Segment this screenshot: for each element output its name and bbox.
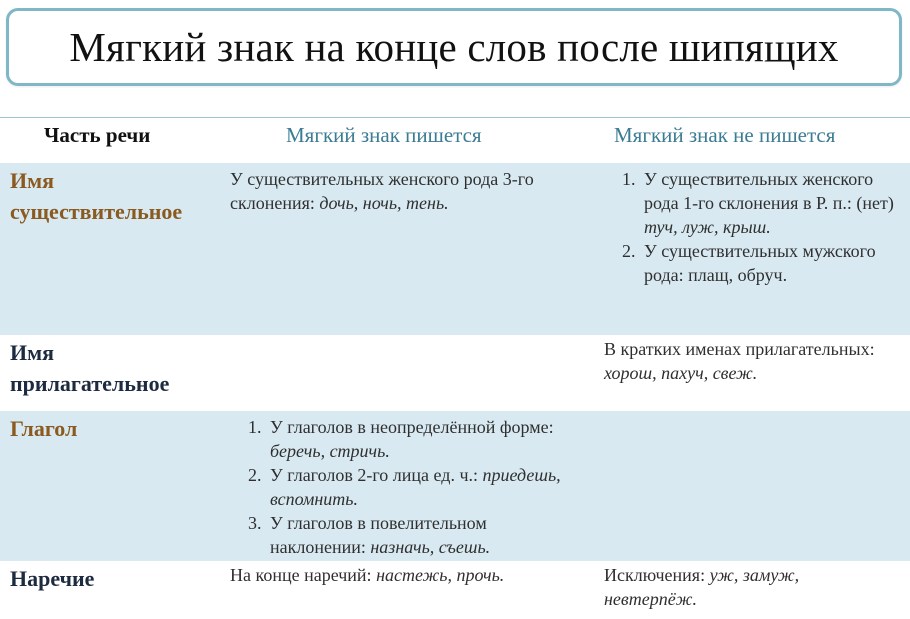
page-title: Мягкий знак на конце слов после шипящих	[69, 24, 839, 70]
header-soft-sign-not-written: Мягкий знак не пишется	[614, 123, 836, 147]
header-soft-sign-written: Мягкий знак пишется	[286, 123, 482, 147]
table-row-noun	[0, 163, 910, 335]
adverb-not-written-rule: Исключения: уж, замуж, невтерпёж.	[604, 565, 800, 609]
part-adjective: Имя прилагательное	[10, 340, 170, 396]
list-item: 1. У глаголов в неопределённой форме: беречь, стричь.	[248, 417, 554, 461]
title-box	[6, 8, 902, 86]
list-item: 2. У существительных мужского рода: плащ, обруч.	[622, 241, 876, 285]
table-row-adverb	[0, 561, 910, 619]
table-header-row	[0, 117, 910, 163]
table-row-adjective	[0, 335, 910, 411]
part-noun: Имя существительное	[10, 168, 183, 224]
list-item: 3. У глаголов в повелительном наклонении: назначь, съешь.	[248, 513, 491, 557]
noun-written-rule: У существительных женского рода 3-го склонения: дочь, ночь, тень.	[230, 169, 534, 213]
list-item: 2. У глаголов 2-го лица ед. ч.: приедешь, вспомнить.	[248, 465, 561, 509]
verb-written-rule	[226, 411, 566, 559]
part-adverb: Наречие	[10, 566, 95, 591]
adjective-not-written-rule: В кратких именах прилагательных: хорош, пахуч, свеж.	[604, 339, 875, 383]
adverb-written-rule: На конце наречий: настежь, прочь.	[230, 565, 505, 585]
part-verb: Глагол	[10, 416, 78, 441]
list-item: 1. У существительных женского рода 1-го склонения в Р. п.: (нет) туч, луж, крыш.	[622, 169, 894, 237]
noun-not-written-rule	[596, 163, 896, 287]
header-part-of-speech: Часть речи	[44, 123, 151, 147]
table-row-verb	[0, 411, 910, 561]
rules-table	[0, 117, 910, 619]
